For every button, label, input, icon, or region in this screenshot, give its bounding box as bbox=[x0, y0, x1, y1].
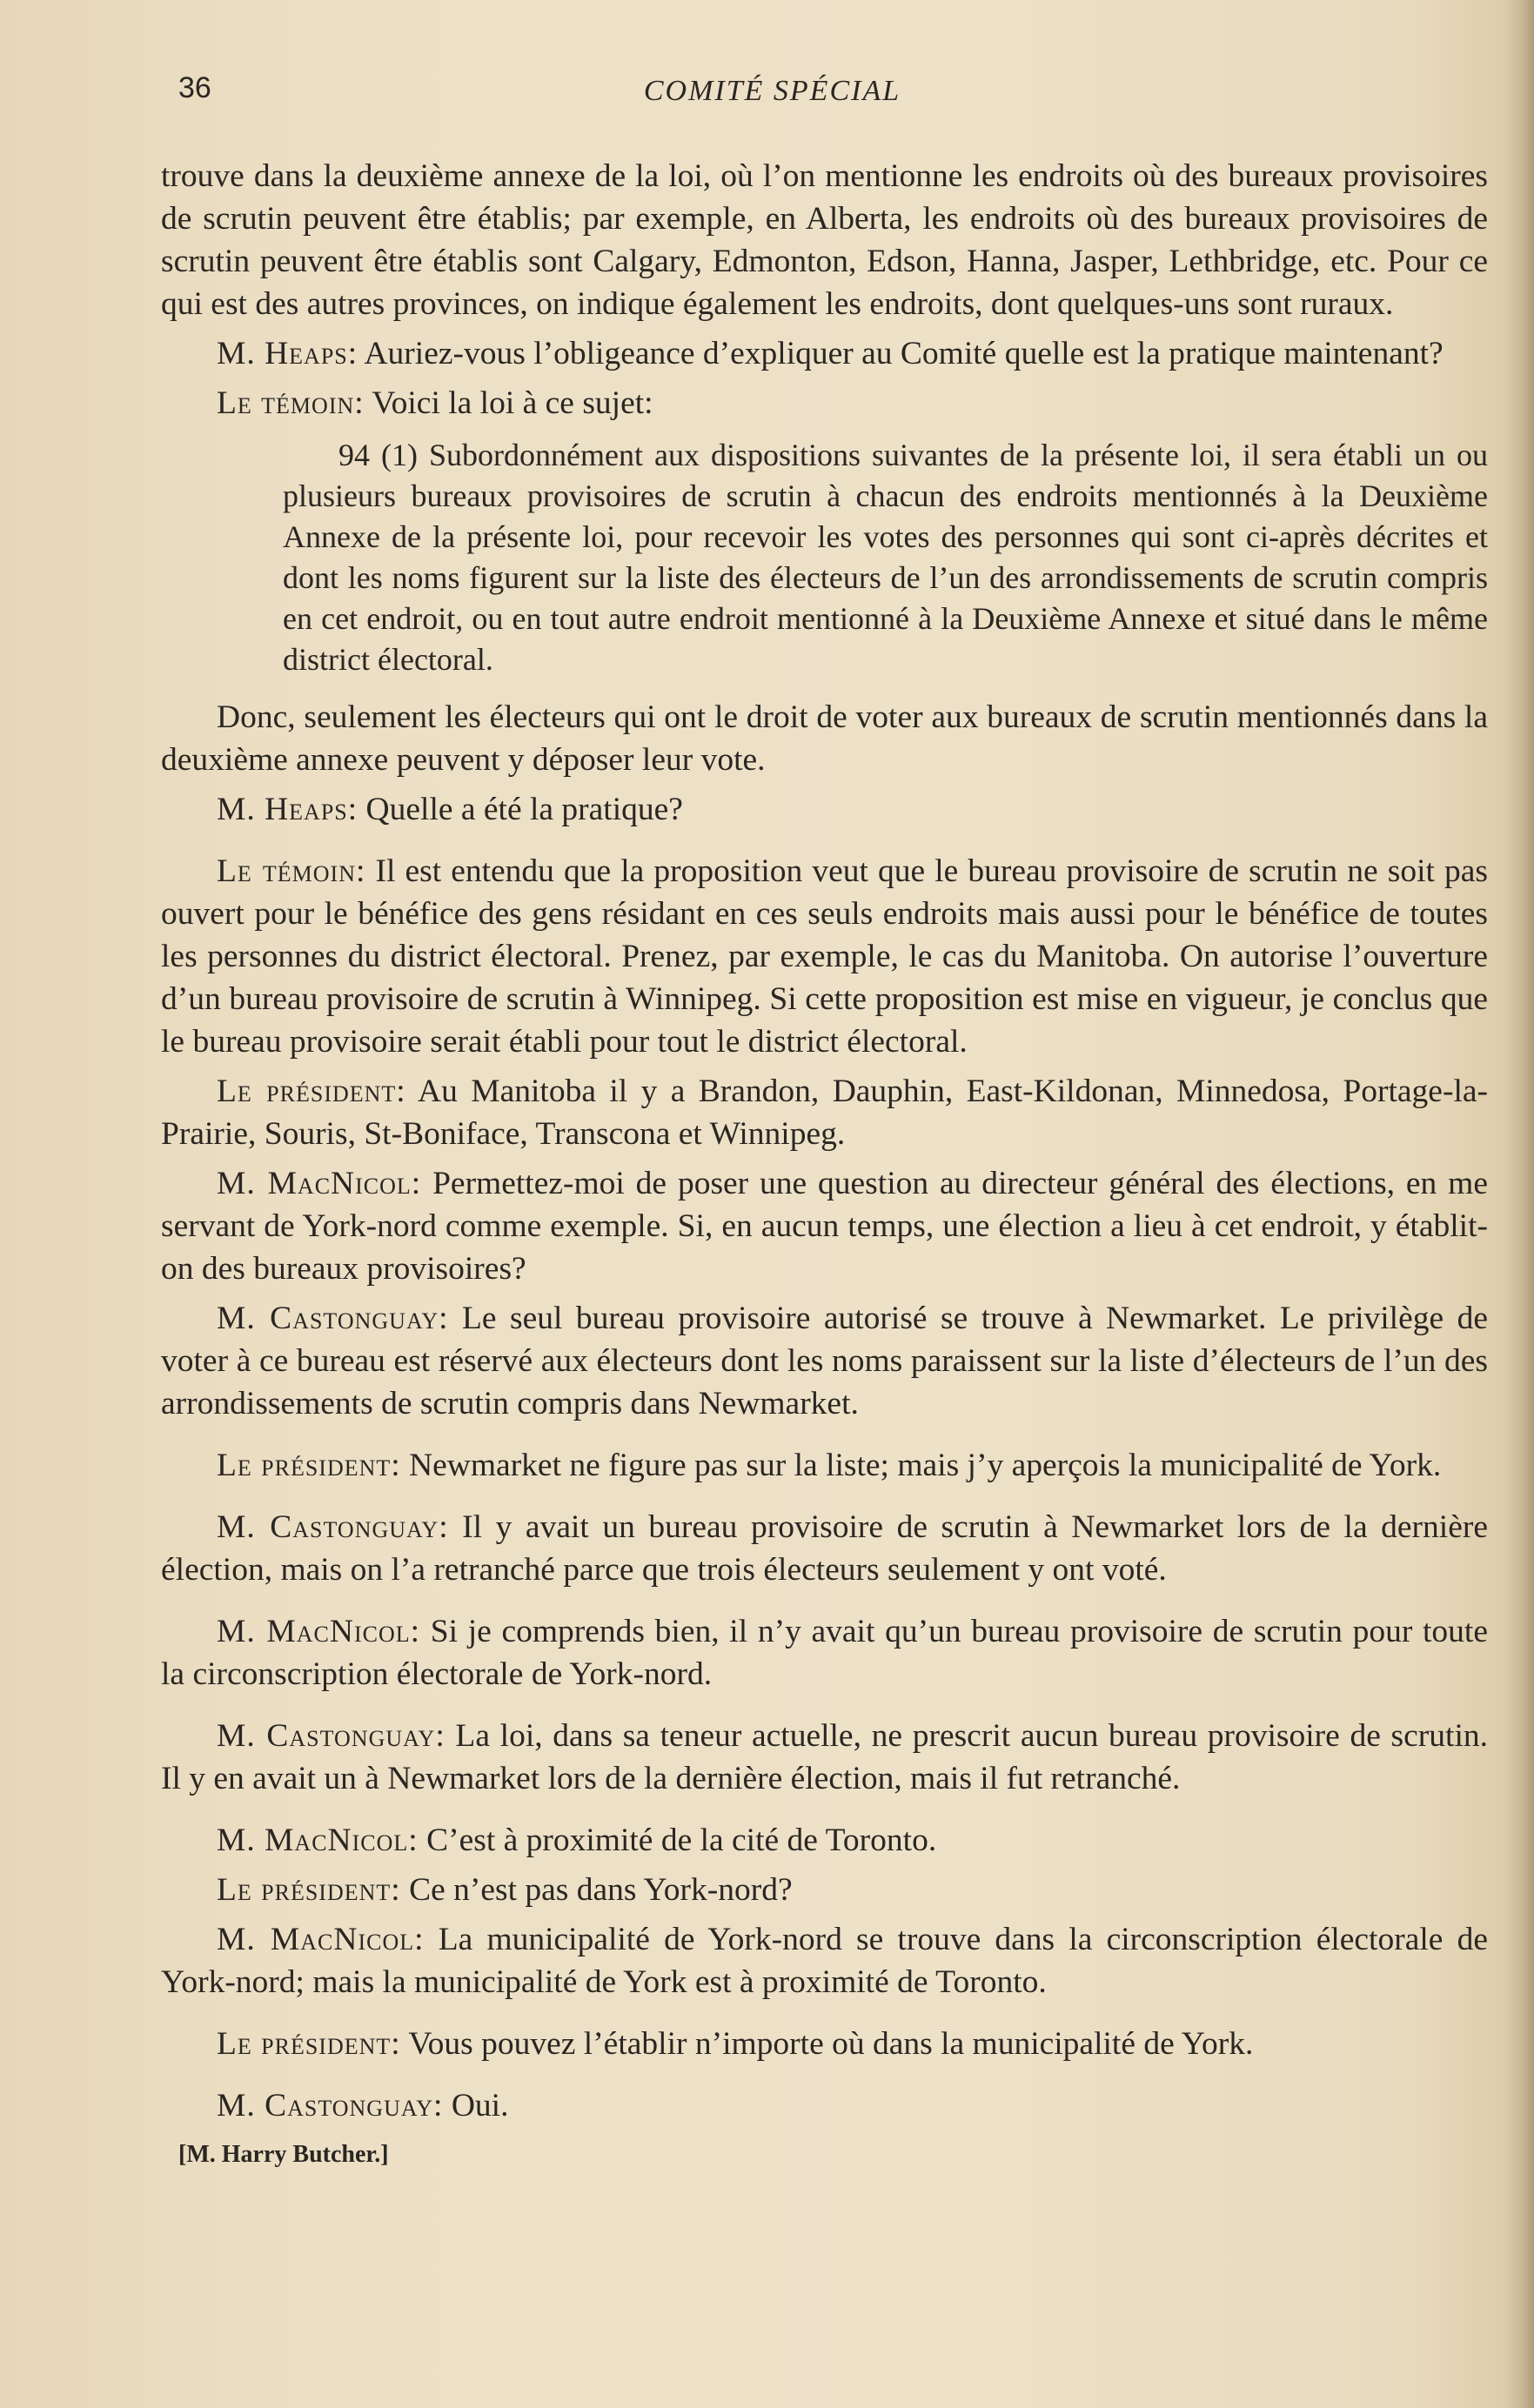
paragraph-text: Auriez-vous l’obligeance d’expliquer au Comité quelle est la pratique maintenant? bbox=[358, 336, 1444, 371]
paragraph-text: Newmarket ne figure pas sur la liste; mais j’y aperçois la municipalité de York. bbox=[400, 1448, 1442, 1483]
speaker-name: M. Castonguay: bbox=[217, 1301, 449, 1336]
paragraph-text: Le seul bureau provisoire autorisé se trouve à Newmarket. Le privilège de voter à ce bureau est réservé aux électeurs dont les noms paraissent sur la liste d’électeurs de l’un des arrondissements de scrutin compris dans Newmarket. bbox=[161, 1301, 1488, 1421]
speaker-name: Le président: bbox=[217, 1448, 401, 1483]
paragraph-text: Il est entendu que la proposition veut que le bureau provisoire de scrutin ne soit pas ouvert pour le bénéfice des gens résidant en ces seuls endroits mais aussi pour le bénéfice de toutes les personnes du district électoral. Prenez, par exemple, le cas du Manitoba. On autorise l’ouverture d’un bureau provisoire de scrutin à Winnipeg. Si cette proposition est mise en vigueur, je conclus que le bureau provisoire serait établi pour tout le district électoral. bbox=[161, 853, 1488, 1060]
paragraph-text: La municipalité de York-nord se trouve dans la circonscription électorale de York-nord; mais la municipalité de York est à proximité de Toronto. bbox=[161, 1922, 1488, 2000]
speaker-name: M. Castonguay: bbox=[217, 1509, 449, 1545]
dialogue-paragraph bbox=[161, 332, 1488, 375]
dialogue-paragraph bbox=[161, 1715, 1488, 1800]
paragraph-text: Ce n’est pas dans York-nord? bbox=[400, 1872, 793, 1908]
paragraph-text: Voici la loi à ce sujet: bbox=[364, 385, 653, 421]
page-number: 36 bbox=[178, 71, 211, 104]
speaker-name: M. MacNicol: bbox=[217, 1614, 421, 1649]
speaker-name: Le président: bbox=[217, 2026, 401, 2062]
paragraph-text: Au Manitoba il y a Brandon, Dauphin, East-Kildonan, Minnedosa, Portage-la-Prairie, Souris, St-Boniface, Transcona et Winnipeg. bbox=[161, 1074, 1488, 1152]
speaker-footnote: [M. Harry Butcher.] bbox=[178, 2141, 389, 2168]
speaker-name: Le témoin: bbox=[217, 385, 365, 421]
paragraph-text: trouve dans la deuxième annexe de la loi, où l’on mentionne les endroits où des bureaux provisoires de scrutin peuvent être établis; par exemple, en Alberta, les endroits où des bureaux provisoires de scrutin peuvent être établis sont Calgary, Edmonton, Edson, Hanna, Jasper, Lethbridge, etc. Pour ce qui est des autres provinces, on indique également les endroits, dont quelques-uns sont ruraux. bbox=[161, 158, 1488, 322]
dialogue-paragraph bbox=[161, 1918, 1488, 2003]
dialogue-paragraph bbox=[161, 1444, 1488, 1487]
paragraph-text: Si je comprends bien, il n’y avait qu’un bureau provisoire de scrutin pour toute la circonscription électorale de York-nord. bbox=[161, 1614, 1488, 1692]
paragraph-text: Vous pouvez l’établir n’importe où dans la municipalité de York. bbox=[400, 2026, 1254, 2062]
dialogue-paragraph bbox=[161, 1819, 1488, 1862]
paragraph-text: Oui. bbox=[443, 2088, 509, 2124]
dialogue-paragraph bbox=[161, 1070, 1488, 1155]
dialogue-paragraph bbox=[161, 850, 1488, 1063]
paragraph-text: Permettez-moi de poser une question au directeur général des élections, en me servant de York-nord comme exemple. Si, en aucun temps, une élection a lieu à cet endroit, y établit-on des bureaux provisoires? bbox=[161, 1166, 1488, 1287]
dialogue-paragraph bbox=[161, 1162, 1488, 1290]
speaker-name: M. MacNicol: bbox=[217, 1166, 422, 1201]
dialogue-paragraph bbox=[161, 1297, 1488, 1425]
speaker-name: M. Castonguay: bbox=[217, 2088, 444, 2124]
paragraph-text: Il y avait un bureau provisoire de scrutin à Newmarket lors de la dernière élection, mais on l’a retranché parce que trois électeurs seulement y ont voté. bbox=[161, 1509, 1488, 1588]
quoted-law-extract bbox=[283, 435, 1488, 680]
dialogue-paragraph bbox=[161, 2023, 1488, 2065]
speaker-name: M. Heaps: bbox=[217, 792, 358, 827]
speaker-name: M. MacNicol: bbox=[217, 1823, 419, 1858]
running-head: COMITÉ SPÉCIAL bbox=[643, 75, 901, 107]
dialogue-paragraph bbox=[161, 1869, 1488, 1911]
dialogue-paragraph bbox=[161, 1610, 1488, 1696]
page-gutter-shadow bbox=[1504, 0, 1534, 2408]
dialogue-paragraph bbox=[161, 696, 1488, 781]
speaker-name: M. Castonguay: bbox=[217, 1718, 445, 1754]
page-body bbox=[161, 155, 1488, 2177]
dialogue-paragraph bbox=[161, 788, 1488, 831]
paragraph-text: 94 (1) Subordonnément aux dispositions suivantes de la présente loi, il sera établi un ou plusieurs bureaux provisoires de scrutin à chacun des endroits mentionnés à la Deuxième Annexe de la présente loi, pour recevoir les votes des personnes qui sont ci-après décrites et dont les noms figurent sur la liste des électeurs de l’un des arrondissements de scrutin compris en cet endroit, ou en tout autre endroit mentionné à la Deuxième Annexe et situé dans le même district électoral. bbox=[283, 438, 1488, 677]
paragraph-text: Donc, seulement les électeurs qui ont le droit de voter aux bureaux de scrutin mentionnés dans la deuxième annexe peuvent y déposer leur vote. bbox=[161, 699, 1488, 778]
page-header bbox=[178, 71, 1488, 124]
dialogue-paragraph bbox=[161, 382, 1488, 425]
dialogue-paragraph bbox=[161, 2084, 1488, 2127]
speaker-name: M. MacNicol: bbox=[217, 1922, 425, 1957]
dialogue-paragraph bbox=[161, 1506, 1488, 1591]
paragraph-text: Quelle a été la pratique? bbox=[358, 792, 683, 827]
paragraph-continuation bbox=[161, 155, 1488, 325]
speaker-name: M. Heaps: bbox=[217, 336, 358, 371]
speaker-name: Le président: bbox=[217, 1074, 406, 1109]
paragraph-text: C’est à proximité de la cité de Toronto. bbox=[418, 1823, 937, 1858]
paragraph-text: La loi, dans sa teneur actuelle, ne prescrit aucun bureau provisoire de scrutin. Il y en avait un à Newmarket lors de la dernière élection, mais il fut retranché. bbox=[161, 1718, 1488, 1796]
speaker-name: Le témoin: bbox=[217, 853, 366, 889]
speaker-name: Le président: bbox=[217, 1872, 401, 1908]
